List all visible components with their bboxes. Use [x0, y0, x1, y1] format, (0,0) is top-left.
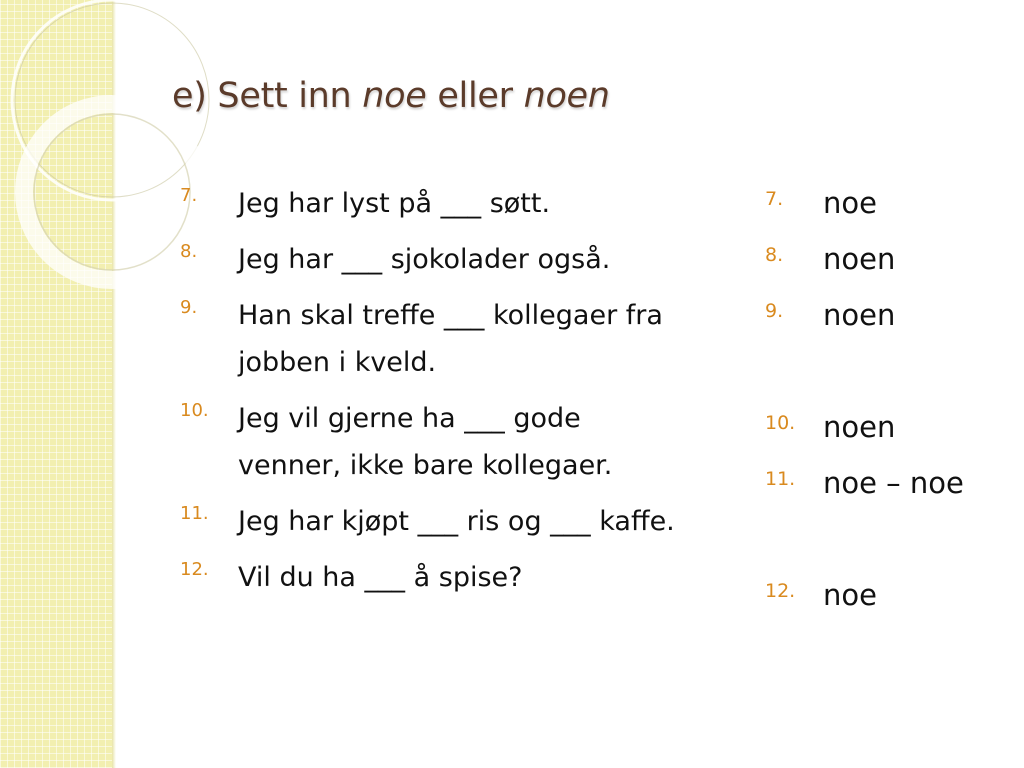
answer-spacer: [765, 516, 1015, 572]
question-text: Jeg har lyst på ___ søtt.: [238, 188, 551, 219]
question-number: 7.: [180, 185, 198, 206]
answer-text: noen: [823, 298, 896, 332]
answer-number: 11.: [765, 468, 796, 490]
slide-title: [172, 76, 610, 116]
question-item: [180, 292, 720, 386]
title-word-noen: noen: [523, 76, 610, 116]
title-prefix: e) Sett inn: [172, 76, 363, 116]
question-text: Jeg vil gjerne ha ___ gode venner, ikke bare kollegaer.: [238, 403, 613, 481]
answer-item: [765, 460, 1015, 516]
answer-number: 10.: [765, 412, 796, 434]
answer-spacer: [765, 348, 1015, 404]
question-text: Vil du ha ___ å spise?: [238, 562, 523, 593]
answer-list: [765, 180, 1015, 628]
answer-text: noen: [823, 410, 896, 444]
answer-item: [765, 292, 1015, 348]
question-number: 10.: [180, 400, 209, 421]
question-number: 12.: [180, 559, 209, 580]
question-text: Jeg har kjøpt ___ ris og ___ kaffe.: [238, 506, 675, 537]
answer-text: noe – noe: [823, 466, 964, 500]
answer-text: noen: [823, 242, 896, 276]
question-number: 8.: [180, 241, 198, 262]
question-list: [180, 180, 720, 610]
question-number: 11.: [180, 503, 209, 524]
question-item: [180, 236, 720, 283]
answer-number: 9.: [765, 300, 784, 322]
answer-number: 12.: [765, 580, 796, 602]
answer-number: 8.: [765, 244, 784, 266]
title-word-noe: noe: [362, 76, 427, 116]
answer-number: 7.: [765, 188, 784, 210]
answer-text: noe: [823, 186, 877, 220]
title-middle: eller: [426, 76, 524, 116]
question-item: [180, 498, 720, 545]
question-item: [180, 554, 720, 601]
answer-item: [765, 180, 1015, 236]
answer-item: [765, 404, 1015, 460]
answer-text: noe: [823, 578, 877, 612]
answer-item: [765, 236, 1015, 292]
question-text: Jeg har ___ sjokolader også.: [238, 244, 611, 275]
question-number: 9.: [180, 297, 198, 318]
question-item: [180, 180, 720, 227]
decorative-circles: [0, 0, 200, 330]
question-item: [180, 395, 720, 489]
question-text: Han skal treffe ___ kollegaer fra jobben i kveld.: [238, 300, 663, 378]
answer-item: [765, 572, 1015, 628]
